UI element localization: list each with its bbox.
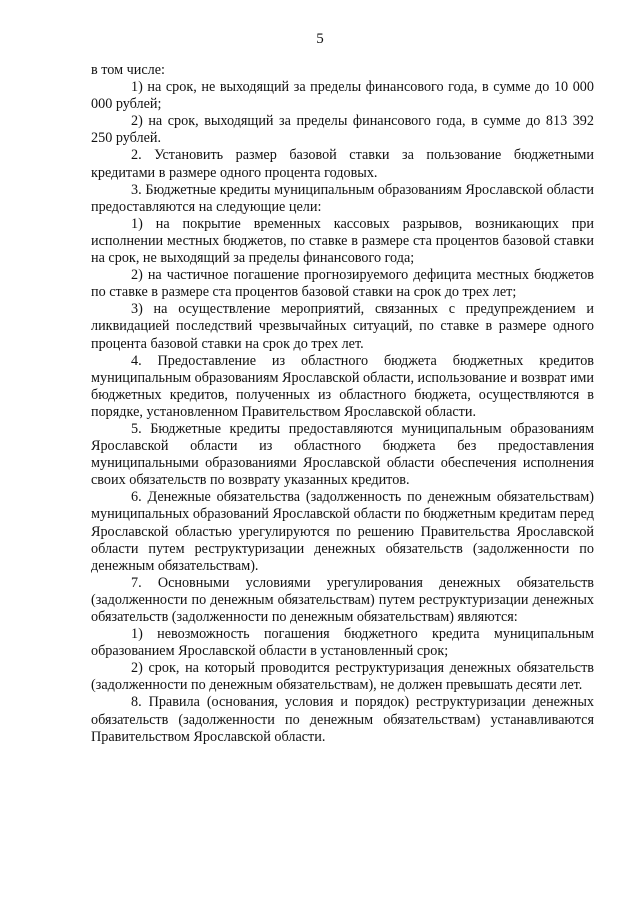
paragraph-item: 2) на срок, выходящий за пределы финансового года, в сумме до 813 392 250 рублей. [91, 113, 594, 147]
paragraph-item: 1) невозможность погашения бюджетного кредита муниципальным образованием Ярославской области в установленный срок; [91, 626, 594, 660]
paragraph-clause-2: 2. Установить размер базовой ставки за пользование бюджетными кредитами в размере одного процента годовых. [91, 147, 594, 181]
paragraph-intro: в том числе: [91, 62, 165, 78]
paragraph-item: 3) на осуществление мероприятий, связанных с предупреждением и ликвидацией последствий чрезвычайных ситуаций, по ставке в размере одного процента базовой ставки на срок до трех лет. [91, 301, 594, 352]
paragraph-item: 1) на покрытие временных кассовых разрывов, возникающих при исполнении местных бюджетов, по ставке в размере ста процентов базовой ставки на срок, не выходящий за пределы финансового года; [91, 215, 594, 267]
paragraph-clause-3: 3. Бюджетные кредиты муниципальным образованиям Ярославской области предоставляются на следующие цели: [91, 181, 594, 215]
document-body [91, 62, 594, 746]
paragraph-clause-7: 7. Основными условиями урегулирования денежных обязательств (задолженности по денежным обязательствам) путем реструктуризации денежных обязательств (задолженности по денежным обязательствам) являются: [91, 574, 594, 625]
paragraph-item: 1) на срок, не выходящий за пределы финансового года, в сумме до 10 000 000 рублей; [91, 79, 594, 113]
paragraph-clause-4: 4. Предоставление из областного бюджета бюджетных кредитов муниципальным образованиям Ярославской области, использование и возврат ими бюджетных кредитов, полученных из областного бюджета, осуществляются в порядке, установленном Правительством Ярославской области. [91, 352, 594, 420]
paragraph-item: 2) срок, на который проводится реструктуризация денежных обязательств (задолженности по денежным обязательствам), не должен превышать десяти лет. [91, 660, 594, 694]
paragraph-clause-5: 5. Бюджетные кредиты предоставляются муниципальным образованиям Ярославской области из областного бюджета без предоставления муниципальными образованиями Ярославской области обеспечения исполнения своих обязательств по возврату указанных кредитов. [91, 420, 594, 489]
paragraph-clause-8: 8. Правила (основания, условия и порядок) реструктуризации денежных обязательств (задолженности по денежным обязательствам) устанавливаются Правительством Ярославской области. [91, 694, 594, 745]
page-number: 5 [316, 31, 324, 47]
paragraph-item: 2) на частичное погашение прогнозируемого дефицита местных бюджетов по ставке в размере ста процентов базовой ставки на срок до трех лет; [91, 267, 594, 301]
paragraph-clause-6: 6. Денежные обязательства (задолженность по денежным обязательствам) муниципальных образований Ярославской области по бюджетным кредитам перед Ярославской областью урегулируются по решению Правительства Ярославской области путем реструктуризации денежных обязательств (задолженности по денежным обязательствам). [91, 489, 594, 574]
